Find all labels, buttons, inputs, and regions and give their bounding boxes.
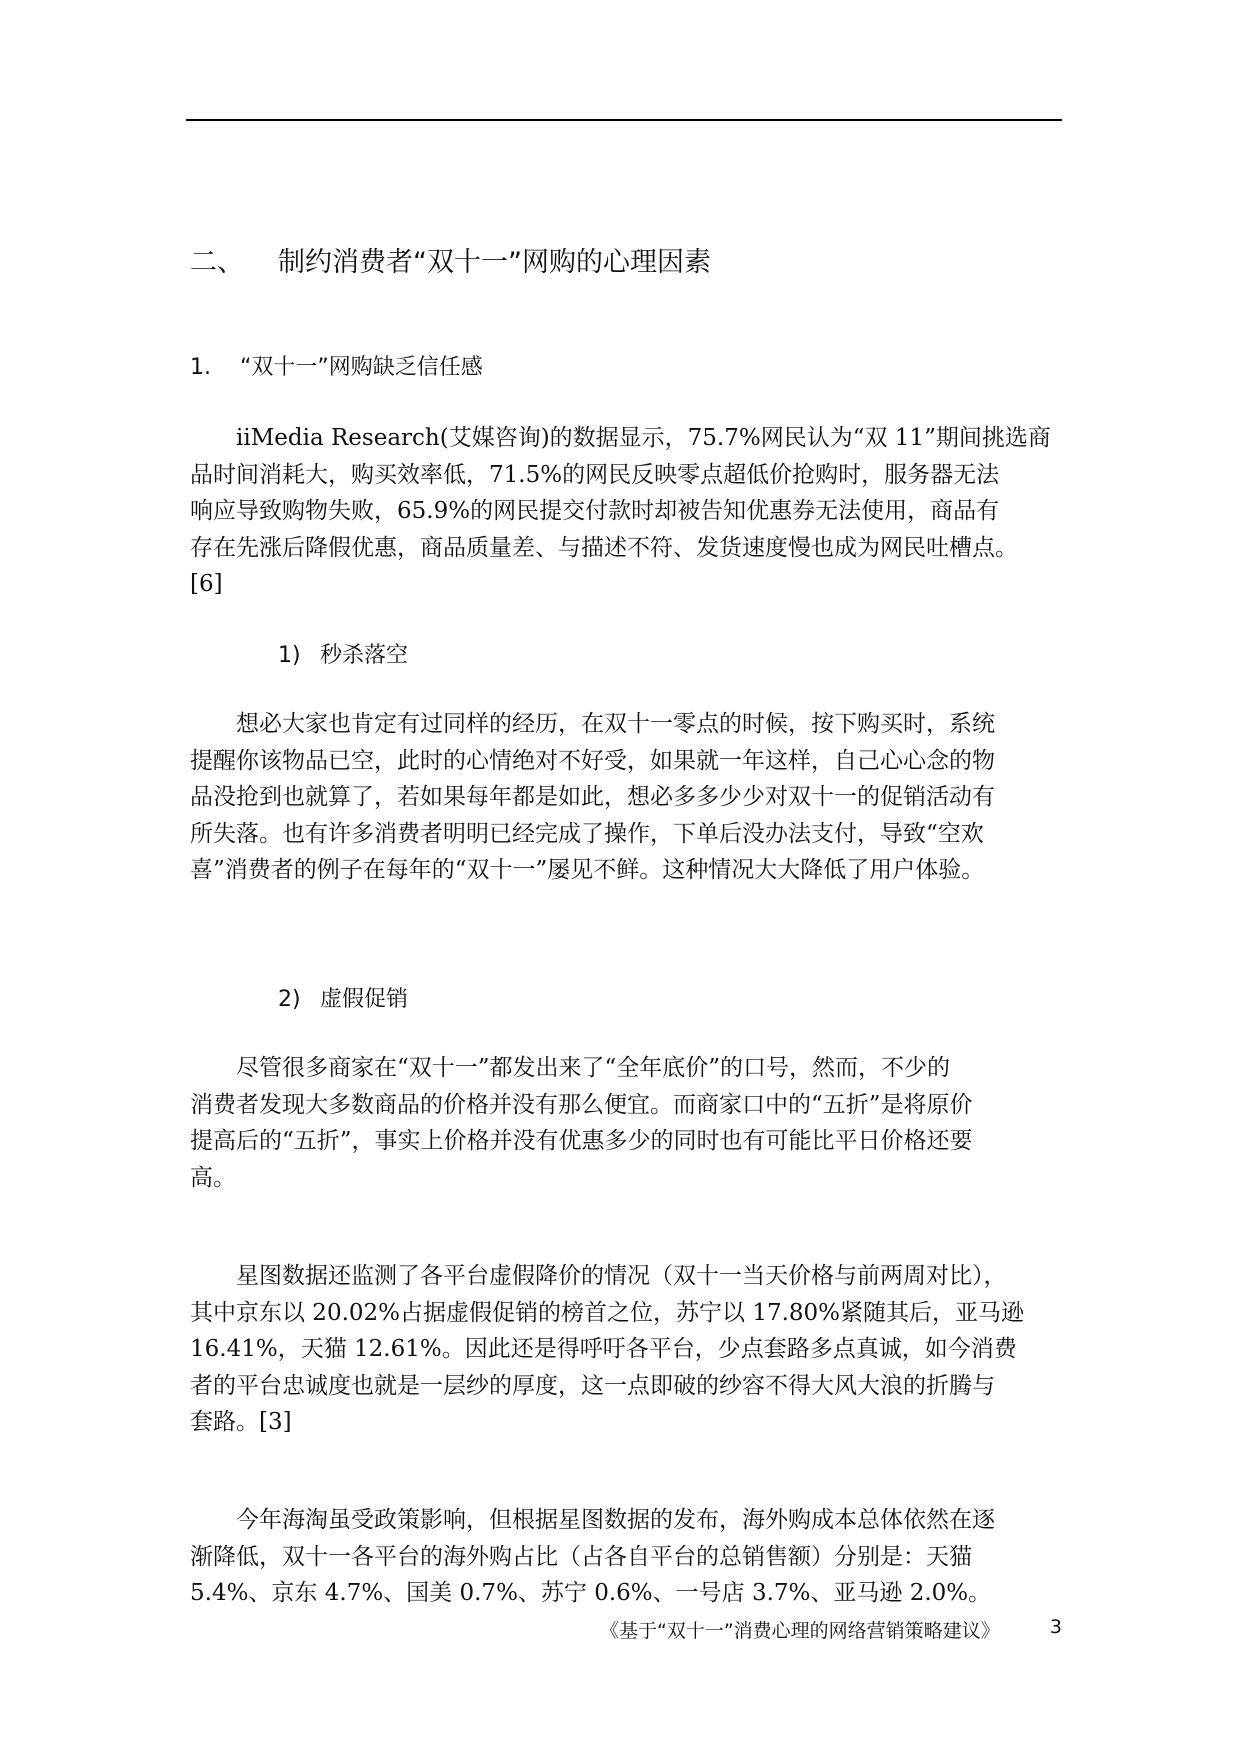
paragraph-line: 16.41%，天猫 12.61%。因此还是得呼吁各平台，少点套路多点真诚，如今消费 xyxy=(190,1336,1017,1362)
paragraph-line: 尽管很多商家在“双十一”都发出来了“全年底价”的口号，然而，不少的 xyxy=(190,1055,951,1081)
item-number: 2) xyxy=(278,987,301,1012)
section-number: 二、 xyxy=(190,247,244,278)
citation: [6] xyxy=(190,571,223,597)
paragraph-flash-sale xyxy=(190,706,1060,889)
paragraph-line: 所失落。也有许多消费者明明已经完成了操作，下单后没办法支付，导致“空欢 xyxy=(190,820,984,847)
item-heading-2 xyxy=(278,982,408,1013)
paragraph-line: 存在先涨后降假优惠，商品质量差、与描述不符、发货速度慢也成为网民吐槽点。 xyxy=(190,534,1018,561)
item-title: 秒杀落空 xyxy=(320,643,409,668)
paragraph-imedia xyxy=(190,420,1060,603)
paragraph-line: 者的平台忠诚度也就是一层纱的厚度，这一点即破的纱容不得大风大浪的折腾与 xyxy=(190,1372,995,1399)
paragraph-overseas xyxy=(190,1502,1060,1612)
paragraph-line: 今年海淘虽受政策影响，但根据星图数据的发布，海外购成本总体依然在逐 xyxy=(190,1507,995,1533)
item-heading-1 xyxy=(278,638,408,669)
subsection-title: “双十一”网购缺乏信任感 xyxy=(240,355,483,380)
paragraph-line: 提醒你该物品已空，此时的心情绝对不好受，如果就一年这样，自己心心念的物 xyxy=(190,747,995,774)
paragraph-line: 高。 xyxy=(190,1164,236,1191)
item-number: 1) xyxy=(278,643,301,668)
paragraph-line: 想必大家也肯定有过同样的经历，在双十一零点的时候，按下购买时，系统 xyxy=(190,711,995,737)
paragraph-line: 响应导致购物失败，65.9%的网民提交付款时却被告知优惠券无法使用，商品有 xyxy=(190,498,1000,524)
paragraph-false-promotion xyxy=(190,1050,1060,1196)
paragraph-line: iiMedia Research(艾媒咨询)的数据显示，75.7%网民认为“双 11”期间挑选商 xyxy=(190,425,1051,451)
paragraph-xingtu-data xyxy=(190,1258,1060,1441)
section-heading xyxy=(190,240,711,279)
paragraph-line: 星图数据还监测了各平台虚假降价的情况（双十一当天价格与前两周对比）， xyxy=(190,1263,1007,1289)
header-rule xyxy=(186,119,1062,121)
page-footer xyxy=(600,1616,1062,1643)
paragraph-line: 品时间消耗大，购买效率低，71.5%的网民反映零点超低价抢购时，服务器无法 xyxy=(190,461,1000,488)
paragraph-line: 渐降低，双十一各平台的海外购占比（占各自平台的总销售额）分别是：天猫 xyxy=(190,1543,972,1570)
subsection-heading xyxy=(190,350,483,381)
paragraph-line: 其中京东以 20.02%占据虚假促销的榜首之位，苏宁以 17.80%紧随其后，亚马逊 xyxy=(190,1299,1025,1326)
paragraph-line: 提高后的“五折”，事实上价格并没有优惠多少的同时也有可能比平日价格还要 xyxy=(190,1128,973,1154)
paragraph-line: 消费者发现大多数商品的价格并没有那么便宜。而商家口中的“五折”是将原价 xyxy=(190,1091,973,1118)
paragraph-line: 5.4%、京东 4.7%、国美 0.7%、苏宁 0.6%、一号店 3.7%、亚马逊 2.0%。 xyxy=(190,1580,992,1606)
section-title: 制约消费者“双十一”网购的心理因素 xyxy=(278,247,711,278)
paragraph-line: 喜”消费者的例子在每年的“双十一”屡见不鲜。这种情况大大降低了用户体验。 xyxy=(190,857,985,883)
paragraph-line: 品没抢到也就算了，若如果每年都是如此，想必多多少少对双十一的促销活动有 xyxy=(190,784,995,810)
footer-title: 《基于“双十一”消费心理的网络营销策略建议》 xyxy=(600,1620,1000,1642)
paragraph-line: 套路。[3] xyxy=(190,1409,292,1435)
subsection-number: 1. xyxy=(190,355,211,380)
item-title: 虚假促销 xyxy=(320,987,409,1012)
page-number: 3 xyxy=(1049,1616,1062,1638)
